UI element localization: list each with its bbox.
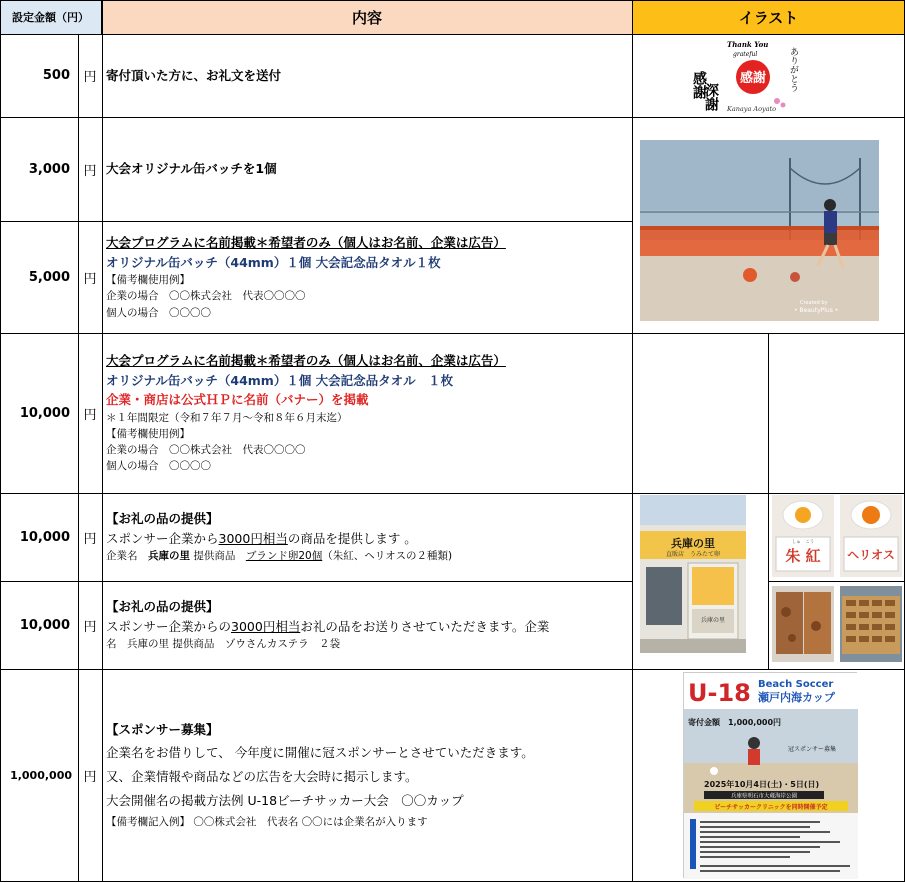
content-line: 企業の場合 〇〇株式会社 代表〇〇〇〇 [106,444,306,457]
yen-cell: 円 [83,407,97,423]
badge-illustration [640,140,879,321]
content-line: 【備考欄使用例】 [106,273,190,286]
content-line: 【備考欄記入例】 〇〇株式会社 代表名 〇〇には企業名が入ります [106,815,428,828]
content-cell [102,669,632,881]
header-illust: イラスト [632,0,905,34]
content-line: オリジナル缶バッチ（44mm）１個 大会記念品タオル １枚 [106,372,454,388]
amount-cell: 5,000 [28,269,70,285]
yen-cell: 円 [83,163,97,179]
yen-cell: 円 [83,271,97,287]
svg-text:兵庫の里: 兵庫の里 [700,617,726,624]
content-line: 個人の場合 〇〇〇〇 [106,460,211,473]
castella-tray-photo [840,586,902,662]
yen-cell: 円 [83,531,97,547]
content-cell [102,333,632,493]
egg-helios-photo [840,495,902,577]
content-line: 企業の場合 〇〇株式会社 代表〇〇〇〇 [106,290,306,303]
svg-text:瀬戸内海カップ: 瀬戸内海カップ [758,691,835,704]
amount-cell: 3,000 [28,161,70,177]
svg-text:深謝: 深謝 [703,83,719,111]
svg-text:感謝: 感謝 [739,71,767,86]
content-line: 【お礼の品の提供】 [106,599,219,615]
svg-text:感謝: 感謝 [691,71,707,99]
egg-shuko-photo [772,495,834,577]
content-line: 【スポンサー募集】 [106,721,219,737]
content-cell [102,493,632,581]
content-line: 大会オリジナル缶バッチを1個 [106,161,277,177]
content-line: 【備考欄使用例】 [106,427,190,440]
svg-text:Thank You: Thank You [727,40,769,49]
content-line: 企業名 兵庫の里 提供商品 ブランド卵20個（朱紅、ヘリオスの２種類) [106,550,453,563]
yen-cell: 円 [83,70,97,85]
beach-soccer-poster [683,672,857,878]
content-line: 大会プログラムに名前掲載＊希望者のみ（個人はお名前、企業は広告） [106,235,506,251]
svg-text:ありがとう: ありがとう [788,47,798,92]
svg-text:直販店 うみたて卵: 直販店 うみたて卵 [665,551,721,558]
amount-cell: 500 [42,68,70,83]
svg-text:寄付金額 1,000,000円: 寄付金額 1,000,000円 [688,718,782,727]
content-line: オリジナル缶バッチ（44mm）１個 大会記念品タオル１枚 [106,254,441,270]
svg-text:ヘリオス: ヘリオス [847,548,895,562]
content-line: 名 兵庫の里 提供商品 ゾウさんカステラ ２袋 [106,638,341,651]
header-amount: 設定金額（円） [0,0,102,34]
castella-bag-photo [772,586,834,662]
amount-cell: 10,000 [19,405,70,421]
shop-photo [640,495,746,653]
yen-cell: 円 [83,769,97,785]
svg-text:兵庫の里: 兵庫の里 [671,537,715,550]
amount-cell: 10,000 [19,617,70,633]
content-cell [102,581,632,669]
content-line: 又、企業情報や商品などの広告を大会時に掲示します。 [106,769,418,785]
svg-text:2025年10月4日(土)・5日(日): 2025年10月4日(土)・5日(日) [704,780,820,789]
content-line: 大会開催名の掲載方法例 U-18ビーチサッカー大会 〇〇カップ [106,792,464,808]
thanks-card-image [691,37,809,115]
content-line: ＊１年間限定（令和７年７月～令和８年６月末迄） [106,411,348,424]
content-line: 企業・商店は公式ＨＰに名前（バナー）を掲載 [106,392,369,408]
content-cell [102,117,632,221]
svg-text:しゅ こう: しゅ こう [791,540,815,545]
content-cell [102,34,632,117]
content-line: 企業名をお借りして、 今年度に開催に冠スポンサーとさせていただきます。 [106,745,534,761]
yen-cell: 円 [83,619,97,635]
content-line: スポンサー企業からの3000円相当お礼の品をお送りさせていただきます。企業 [106,618,550,634]
svg-text:冠スポンサー募集: 冠スポンサー募集 [788,746,837,753]
svg-text:Created by: Created by [800,300,828,306]
content-line: 【お礼の品の提供】 [106,511,219,527]
content-line: 大会プログラムに名前掲載＊希望者のみ（個人はお名前、企業は広告） [106,353,506,369]
svg-text:grateful: grateful [733,51,758,58]
content-line: スポンサー企業から3000円相当の商品を提供します 。 [106,530,417,546]
calligraphy-art [691,37,809,115]
svg-text:朱 紅: 朱 紅 [785,547,821,565]
content-line: 個人の場合 〇〇〇〇 [106,306,211,319]
amount-cell: 10,000 [19,529,70,545]
content-cell [102,221,632,333]
svg-text:ビーチサッカークリニックを同時開催予定: ビーチサッカークリニックを同時開催予定 [714,804,828,811]
amount-cell: 1,000,000 [10,768,72,782]
svg-text:兵庫県明石市大蔵海岸公園: 兵庫県明石市大蔵海岸公園 [730,793,798,800]
svg-text:U-18: U-18 [688,679,751,707]
svg-text:Beach Soccer: Beach Soccer [758,679,834,690]
svg-text:Kanaya Aoyato: Kanaya Aoyato [727,105,777,113]
header-content: 内容 [102,0,632,34]
svg-text:• BeautyPlus •: • BeautyPlus • [794,307,839,314]
content-line: 寄付頂いた方に、お礼文を送付 [106,67,282,83]
